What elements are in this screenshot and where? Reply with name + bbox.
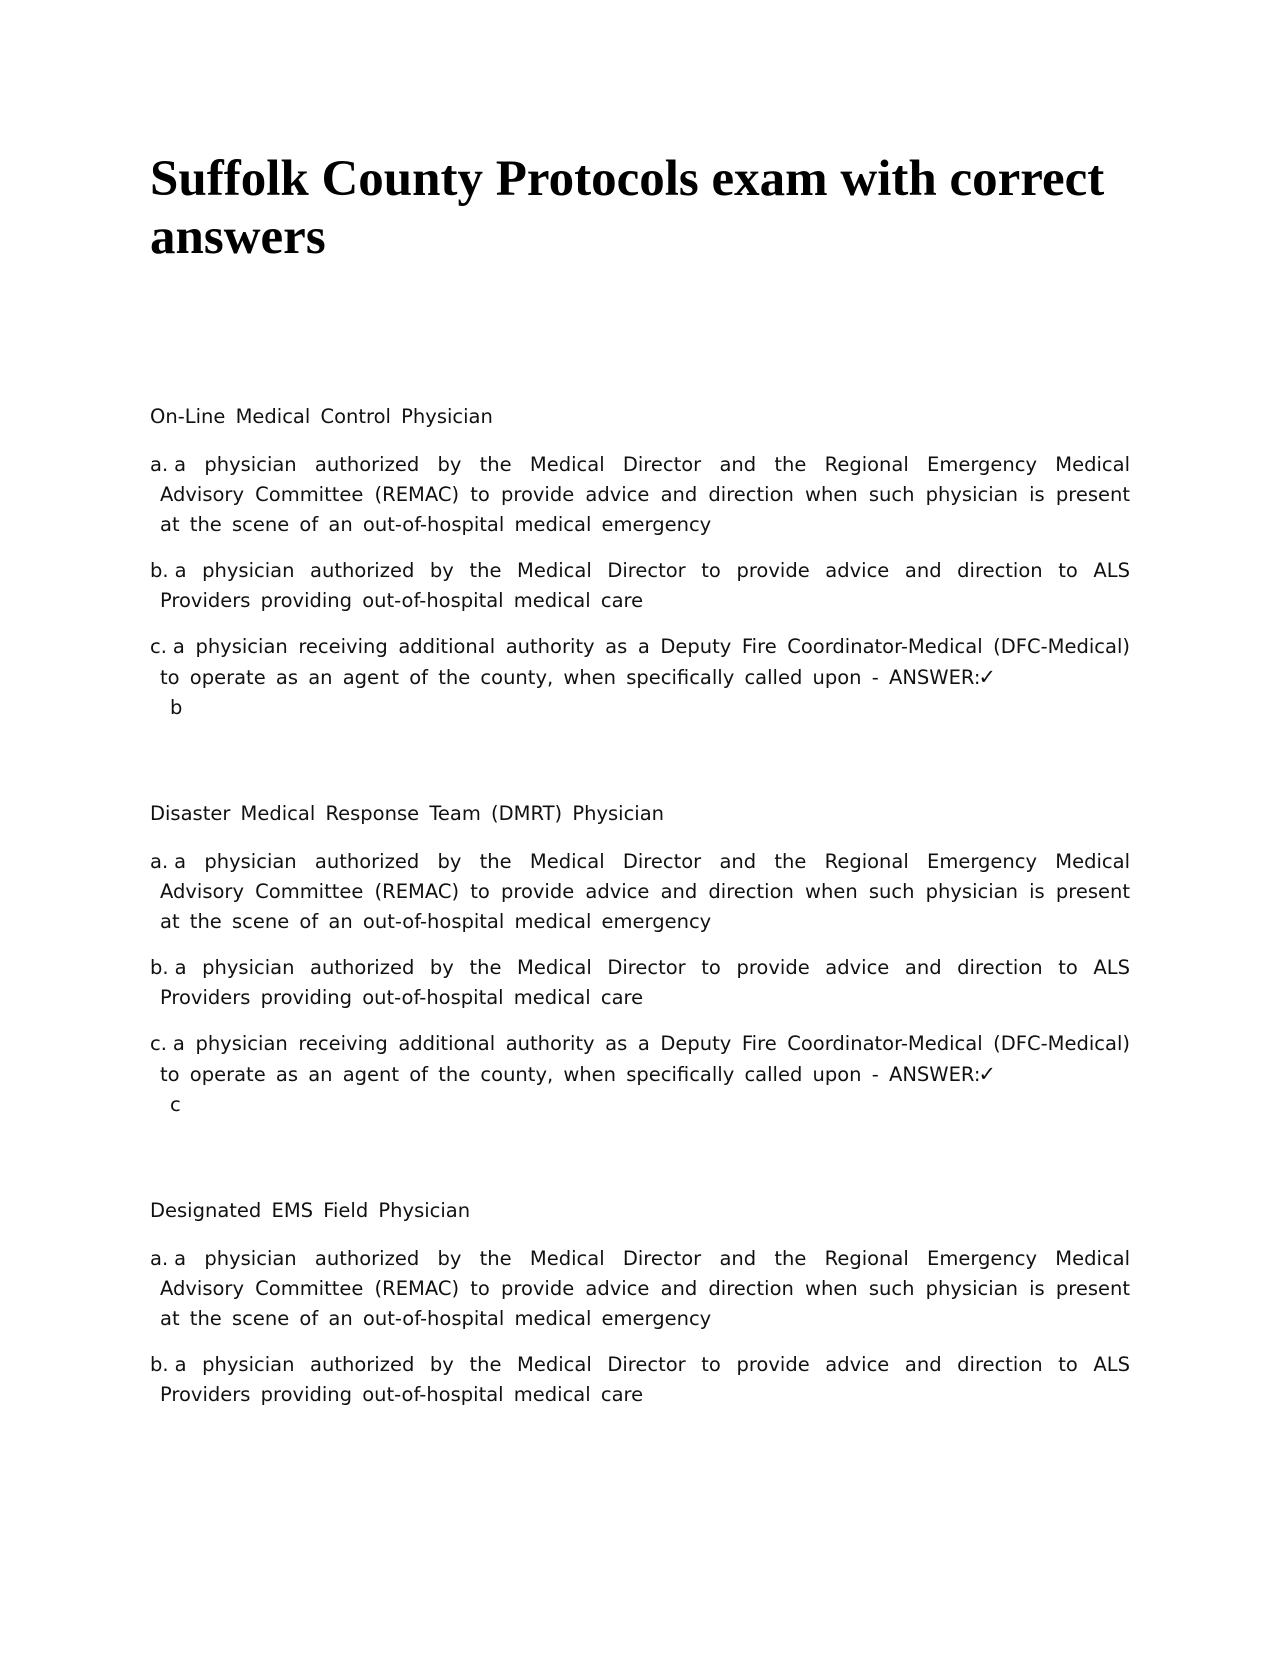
option-text: a physician authorized by the Medical Director to provide advice and direction to ALS Providers providing out-of-hospital medical care (160, 559, 1130, 612)
option-b (150, 556, 1130, 616)
page-title: Suffolk County Protocols exam with correct answers (150, 151, 1105, 265)
answer-label: - ANSWER: (871, 1063, 981, 1086)
option-text: a physician receiving additional authority as a Deputy Fire Coordinator-Medical (DFC-Medical) to operate as an agent of the county, when specifically called upon (160, 635, 1130, 689)
option-letter: a. (150, 1247, 169, 1270)
question-2 (150, 799, 1130, 1120)
question-heading: Designated EMS Field Physician (150, 1199, 471, 1222)
option-a (150, 450, 1130, 540)
question-1 (150, 402, 1130, 723)
option-text: a physician receiving additional authority as a Deputy Fire Coordinator-Medical (DFC-Medical) to operate as an agent of the county, when specifically called upon (160, 1032, 1130, 1086)
question-heading: On-Line Medical Control Physician (150, 405, 493, 428)
option-letter: c. (150, 1032, 167, 1055)
option-letter: b. (150, 956, 169, 979)
option-text: a physician authorized by the Medical Director and the Regional Emergency Medical Advisory Committee (REMAC) to provide advice and direction when such physician is present at the scene of an out-of-hospital medical emergency (160, 850, 1130, 933)
option-letter: a. (150, 453, 169, 476)
question-3 (150, 1196, 1130, 1410)
answer-value: c (170, 1093, 181, 1116)
option-a (150, 847, 1130, 937)
option-text: a physician authorized by the Medical Director and the Regional Emergency Medical Advisory Committee (REMAC) to provide advice and direction when such physician is present at the scene of an out-of-hospital medical emergency (160, 453, 1130, 536)
option-b (150, 953, 1130, 1013)
answer-value: b (170, 696, 183, 719)
option-c (150, 632, 1130, 723)
checkmark-icon: ✓ (978, 665, 997, 689)
option-c (150, 1029, 1130, 1120)
answer-label: - ANSWER: (871, 666, 981, 689)
option-letter: a. (150, 850, 169, 873)
option-text: a physician authorized by the Medical Director and the Regional Emergency Medical Advisory Committee (REMAC) to provide advice and direction when such physician is present at the scene of an out-of-hospital medical emergency (160, 1247, 1130, 1330)
question-heading: Disaster Medical Response Team (DMRT) Physician (150, 802, 665, 825)
option-text: a physician authorized by the Medical Director to provide advice and direction to ALS Providers providing out-of-hospital medical care (160, 956, 1130, 1009)
option-letter: b. (150, 559, 169, 582)
option-b (150, 1350, 1130, 1410)
checkmark-icon: ✓ (978, 1062, 997, 1086)
question-list (150, 402, 1130, 1426)
option-letter: c. (150, 635, 167, 658)
option-text: a physician authorized by the Medical Director to provide advice and direction to ALS Providers providing out-of-hospital medical care (160, 1353, 1130, 1406)
option-a (150, 1244, 1130, 1334)
option-letter: b. (150, 1353, 169, 1376)
